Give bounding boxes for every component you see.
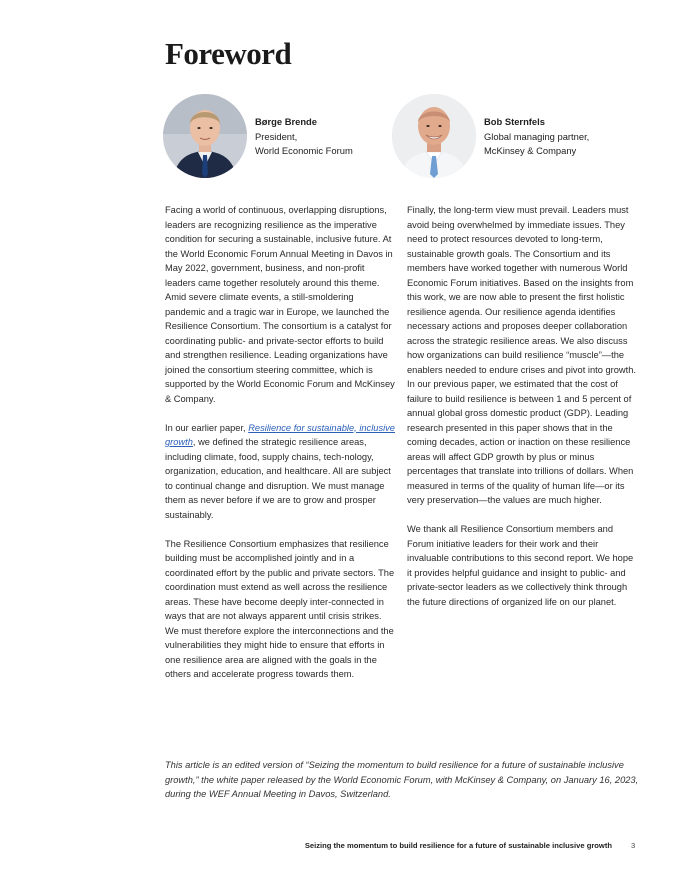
- author-info-sternfels: [484, 115, 589, 159]
- paragraph-text: In our earlier paper,: [165, 422, 249, 433]
- author-name: Børge Brende: [255, 116, 317, 127]
- author-photo-sternfels: [392, 94, 476, 178]
- author-org: World Economic Forum: [255, 145, 353, 156]
- paragraph: The Resilience Consortium emphasizes that resilience building must be accomplished jointly and in a coordinated effort by the public and private sectors. The coordination must extend as well across the resilience areas. These have become deeply inter-connected in ways that are not always apparent until crisis strikes. We must therefore explore the interconnections and the vulnerabilities they might hide to ensure that efforts in one resilience area are aligned with the goals in the others and accelerate progress towards them.: [165, 538, 395, 679]
- author-photo-brende: [163, 94, 247, 178]
- page-title: Foreword: [165, 36, 292, 71]
- resilience-paper-link[interactable]: Resilience for sustainable, inclusive growth: [165, 422, 395, 447]
- paragraph: Facing a world of continuous, overlapping disruptions, leaders are recognizing resilience as the imperative condition for securing a sustainable, inclusive future. At the World Economic Forum Annual Meeting in Davos in May 2022, government, business, and non-profit leaders came together resolutely around this theme. Amid severe climate events, a still-smoldering pandemic and a tragic war in Europe, we launched the Resilience Consortium. The consortium is a catalyst for coordinating public- and private-sector efforts to build and strengthen resilience. Leading organizations have joined the consortium steering committee, which is supported by the World Economic Forum and McKinsey & Company.: [165, 205, 395, 404]
- author-role: President,: [255, 130, 298, 142]
- author-card-sternfels: [392, 94, 652, 180]
- body-column-right: [407, 203, 637, 624]
- author-name: Bob Sternfels: [484, 116, 545, 127]
- author-info-brende: [255, 115, 353, 159]
- paragraph: Finally, the long-term view must prevail. Leaders must avoid being overwhelmed by immediate issues. They need to protect resources devoted to long-term, sustainable growth goals. The Consortium and its members have worked together with numerous World Economic Forum initiatives. Based on the insights from this work, we are now able to present the first holistic resilience agenda. Our resilience agenda identifies necessary actions and proposes deeper collaboration across the strategic resilience areas. We also discuss how organizations can build resilience “muscle”—the enablers needed to endure crises and pivot into growth. In our previous paper, we estimated that the cost of failure to build resilience is between 1 and 5 percent of annual global gross domestic product (GDP). Leading research presented in this paper shows that in the coming decades, action or inaction on these resilience areas will affect GDP growth by plus or minus percentages that translate into trillions of dollars. When measured in terms of the quality of human life—or its very preservation—the values are much higher.: [407, 205, 636, 505]
- page-number: 3: [631, 841, 636, 850]
- paragraph: [165, 421, 395, 523]
- editorial-note: This article is an edited version of “Seizing the momentum to build resilience for a future of sustainable inclusive growth,” the white paper released by the World Economic Forum, with McKinsey & Company, on January 16, 2023, during the WEF Annual Meeting in Davos, Switzerland.: [165, 760, 639, 799]
- paragraph: We thank all Resilience Consortium members and Forum initiative leaders for their work and their invaluable contributions to this second report. We hope it provides helpful guidance and insight to public- and private-sector leaders as we collectively think through the future directions of organized life on our planet.: [407, 524, 634, 607]
- author-card-brende: [163, 94, 393, 180]
- body-column-left: [165, 203, 395, 696]
- paragraph-text: , we defined the strategic resilience areas, including climate, food, supply chains, tech-nology, organization, education, and healthcare. All are subject to continual change and disruption. We must manage them as never before if we are to grow and prosper sustainably.: [165, 437, 391, 520]
- footer-title: Seizing the momentum to build resilience for a future of sustainable inclusive growth: [304, 841, 612, 850]
- author-org: McKinsey & Company: [484, 145, 577, 156]
- author-role: Global managing partner,: [484, 130, 590, 142]
